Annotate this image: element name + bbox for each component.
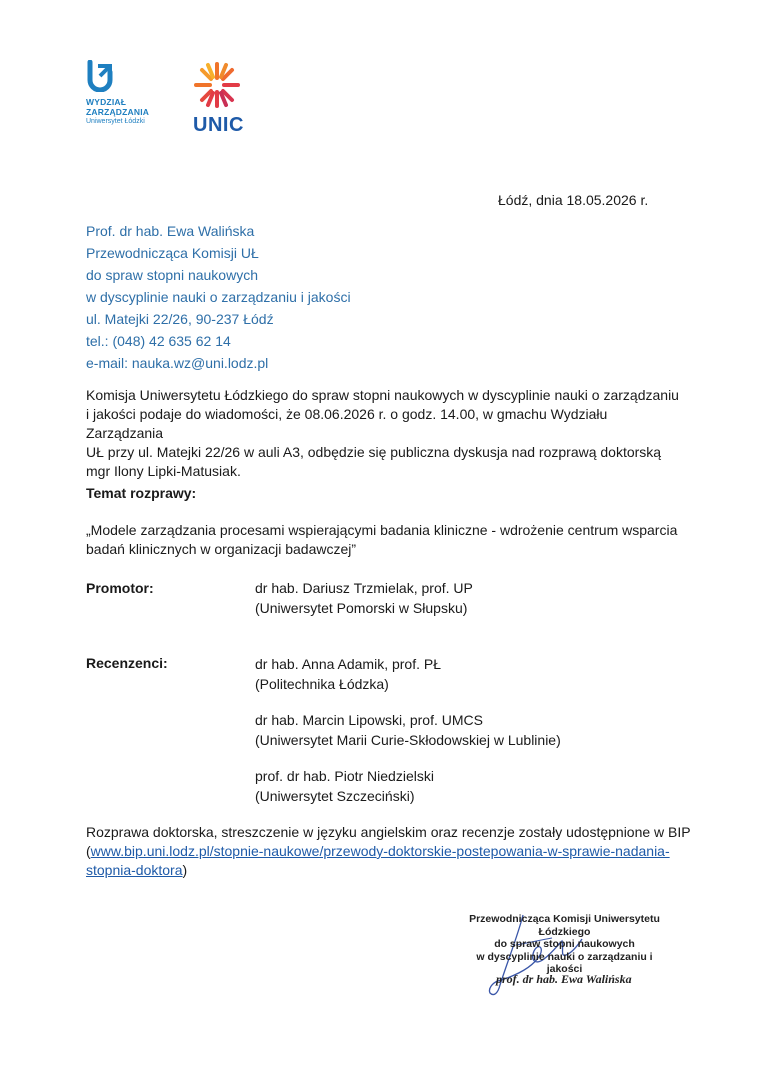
wz-logo-line2: ZARZĄDZANIA [86,107,150,117]
recipient-title-line3: w dyscyplinie nauki o zarządzaniu i jakości [86,289,351,305]
stamp-line1: Przewodnicząca Komisji Uniwersytetu Łódzkiego [469,913,660,938]
reviewer-affiliation: (Uniwersytet Szczeciński) [255,788,415,804]
topic-line: „Modele zarządzania procesami wspierającymi badania kliniczne - wdrożenie centrum wsparcia [86,522,678,538]
letter-date: Łódź, dnia 18.05.2026 r. [498,192,649,208]
topic-text [86,521,686,559]
reviewer-1 [255,654,441,694]
stamp-line3: w dyscyplinie nauki o zarządzaniu i jakości [476,950,653,975]
intro-line: i jakości podaje do wiadomości, że 08.06.2026 r. o godz. 14.00, w gmachu Wydziału Zarządzania [86,406,608,441]
recipient-email: e-mail: nauka.wz@uni.lodz.pl [86,355,269,371]
wz-logo-icon [86,60,116,92]
reviewer-affiliation: (Uniwersytet Marii Curie-Skłodowskiej w Lublinie) [255,732,561,748]
bip-link-cont[interactable]: stopnia-doktora [86,862,183,878]
topic-line: badań klinicznych w organizacji badawczej” [86,541,357,557]
reviewers-label: Recenzenci: [86,655,168,671]
unic-sun-icon [190,60,244,110]
promotor-label: Promotor: [86,580,154,596]
recipient-title: Przewodnicząca Komisji UŁ [86,245,259,261]
closing-link-line [86,842,706,861]
promotor-block [255,578,473,618]
wz-logo-text [86,97,149,127]
bip-link[interactable]: www.bip.uni.lodz.pl/stopnie-naukowe/przewody-doktorskie-postepowania-w-sprawie-nadania- [90,843,670,859]
reviewer-name: dr hab. Marcin Lipowski, prof. UMCS [255,712,483,728]
recipient-title-line2: do spraw stopni naukowych [86,267,258,283]
stamp-signatory-name: prof. dr hab. Ewa Walińska [496,972,632,986]
intro-paragraph [86,386,686,481]
unic-logo-text: UNIC [193,114,244,136]
reviewer-name: dr hab. Anna Adamik, prof. PŁ [255,656,442,672]
paren-open: ( [86,843,91,859]
reviewer-affiliation: (Politechnika Łódzka) [255,676,389,692]
intro-line: mgr Ilony Lipki-Matusiak. [86,463,241,479]
recipient-phone: tel.: (048) 42 635 62 14 [86,333,231,349]
reviewer-name: prof. dr hab. Piotr Niedzielski [255,768,434,784]
intro-line: UŁ przy ul. Matejki 22/26 w auli A3, odbędzie się publiczna dyskusja nad rozprawą doktorską [86,444,662,460]
recipient-address [86,220,351,374]
recipient-street: ul. Matejki 22/26, 90-237 Łódź [86,311,274,327]
closing-link-line [86,861,706,880]
promotor-affiliation: (Uniwersytet Pomorski w Słupsku) [255,600,468,616]
intro-line: Komisja Uniwersytetu Łódzkiego do spraw stopni naukowych w dyscyplinie nauki o zarządzaniu [86,387,679,403]
closing-paragraph [86,823,706,880]
reviewer-3 [255,766,434,806]
signature-stamp [462,913,667,976]
closing-line: Rozprawa doktorska, streszczenie w języku angielskim oraz recenzje zostały udostępnione w BIP [86,824,691,840]
wz-logo-line1: WYDZIAŁ [86,97,127,107]
paren-close: ) [182,862,188,878]
topic-heading: Temat rozprawy: [86,485,197,501]
reviewer-2 [255,710,561,750]
promotor-name: dr hab. Dariusz Trzmielak, prof. UP [255,580,473,596]
wz-logo-line3: Uniwersytet Łódzki [86,118,145,125]
stamp-line2: do spraw stopni naukowych [494,938,635,950]
recipient-name: Prof. dr hab. Ewa Walińska [86,223,255,239]
